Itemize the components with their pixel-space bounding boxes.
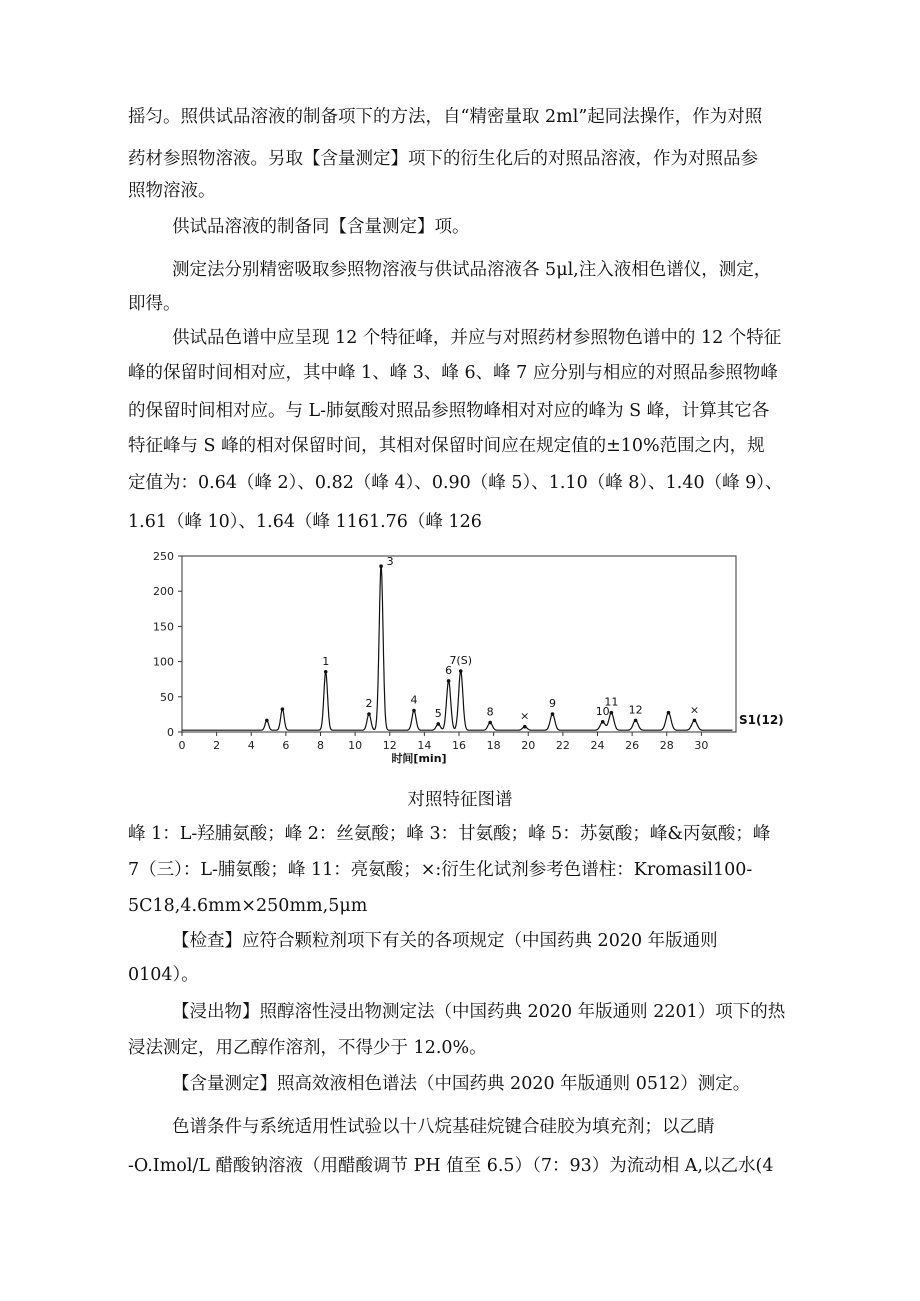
para4-line3: 的保留时间相对应。与 L-肺氨酸对照品参照物峰相对对应的峰为 S 峰，计算其它各: [128, 401, 770, 421]
para4-line1: 供试品色谱中应呈现 12 个特征峰，并应与对照药材参照物色谱中的 12 个特征: [172, 328, 782, 348]
check-line1: 【检查】应符合颗粒剂项下有关的各项规定（中国药典 2020 年版通则: [172, 931, 718, 951]
peak-marker-13: [610, 711, 614, 715]
peak-label-11: 9: [548, 697, 556, 711]
x-tick-label-9: 18: [486, 739, 501, 752]
x-tick-label-8: 16: [452, 739, 466, 752]
x-tick-label-5: 10: [348, 739, 363, 752]
para4-line5: 定值为：0.64（峰 2）、0.82（峰 4）、0.90（峰 5）、1.10（峰 8）、1.40（峰 9）、: [128, 473, 783, 493]
para1-line3: 照物溶液。: [128, 181, 216, 201]
peak-label-7: 6: [445, 663, 453, 677]
x-tick-label-14: 28: [659, 739, 674, 752]
x-tick-label-13: 26: [625, 739, 640, 752]
x-tick-label-0: 0: [178, 739, 186, 752]
peak-label-12: 10: [595, 704, 610, 718]
conditions-line1: 色谱条件与系统适用性试验以十八烷基硅烷键合硅胶为填充剂；以乙睛: [172, 1117, 715, 1137]
peak-label-2: 1: [322, 654, 330, 668]
check-line2: 0104）。: [128, 965, 199, 985]
peak-label-14: 12: [628, 703, 643, 717]
peak-marker-4: [379, 564, 383, 568]
y-tick-label-2: 100: [153, 655, 174, 669]
legend-line1: 峰 1：L-羟脯氨酸；峰 2：丝氨酸；峰 3：甘氨酸；峰 5：苏氨酸；峰&丙氨酸；峰: [128, 824, 771, 844]
chromatogram-svg: [140, 548, 784, 780]
peak-label-16: ×: [689, 703, 700, 717]
peak-marker-11: [551, 712, 555, 716]
peak-label-4: 3: [386, 555, 394, 569]
peak-marker-8: [459, 669, 463, 673]
peak-label-10: ×: [520, 709, 530, 723]
peak-label-13: 11: [604, 695, 619, 709]
legend-line2: 7（三）：L-脯氨酸；峰 11：亮氨酸；×:衍生化试剂参考色谱柱：Kromasil100-: [128, 860, 753, 880]
y-tick-label-0: 0: [167, 726, 174, 739]
peak-marker-9: [488, 721, 492, 725]
legend-line3: 5C18,4.6mm×250mm,5μm: [128, 896, 368, 916]
chromatogram-trace: [182, 566, 733, 730]
figure-caption: 对照特征图谱: [407, 790, 513, 810]
para1-line1: 摇匀。照供试品溶液的制备项下的方法，自“精密量取 2ml”起同法操作，作为对照: [128, 107, 763, 127]
peak-label-9: 8: [486, 705, 494, 719]
x-tick-label-1: 2: [213, 739, 221, 752]
peak-marker-5: [412, 709, 416, 713]
peak-marker-0: [265, 719, 269, 723]
peak-marker-6: [436, 722, 440, 726]
peak-marker-2: [324, 670, 328, 674]
x-tick-label-6: 12: [382, 739, 397, 752]
assay-line: 【含量测定】照高效液相色谱法（中国药典 2020 年版通则 0512）测定。: [172, 1074, 751, 1094]
x-tick-label-3: 6: [282, 739, 290, 752]
x-tick-label-4: 8: [317, 739, 324, 752]
x-tick-label-10: 20: [521, 739, 536, 752]
peak-marker-3: [367, 712, 371, 716]
para4-line2: 峰的保留时间相对应，其中峰 1、峰 3、峰 6、峰 7 应分别与相应的对照品参照物峰: [128, 363, 778, 383]
y-tick-label-1: 50: [160, 690, 174, 704]
peak-marker-15: [667, 711, 671, 715]
para4-line4: 特征峰与 S 峰的相对保留时间，其相对保留时间应在规定值的±10%范围之内，规: [128, 436, 765, 456]
peak-label-6: 5: [434, 706, 442, 720]
peak-marker-16: [693, 719, 697, 723]
plot-frame: [182, 556, 736, 732]
extract-line2: 浸法测定，用乙醇作溶剂，不得少于 12.0%。: [128, 1038, 487, 1058]
para1-line2: 药材参照物溶液。另取【含量测定】项下的衍生化后的对照品溶液，作为对照品参: [128, 149, 758, 169]
para3-line1: 测定法分别精密吸取参照物溶液与供试品溶液各 5μl,注入液相色谱仪，测定，: [172, 260, 772, 280]
para4-line6: 1.61（峰 10）、1.64（峰 1161.76（峰 126: [128, 512, 482, 532]
peak-marker-1: [281, 707, 285, 711]
chromatogram-chart: [140, 548, 784, 780]
y-tick-label-4: 200: [153, 585, 174, 599]
extract-line1: 【浸出物】照醇溶性浸出物测定法（中国药典 2020 年版通则 2201）项下的热: [172, 1002, 786, 1022]
para3-line2: 即得。: [128, 294, 181, 314]
x-tick-label-15: 30: [694, 739, 709, 752]
para2: 供试品溶液的制备同【含量测定】项。: [172, 217, 470, 237]
x-tick-label-7: 14: [417, 739, 432, 752]
peak-label-3: 2: [365, 697, 373, 711]
peak-label-8: 7(S): [449, 654, 473, 668]
x-tick-label-12: 24: [590, 739, 605, 752]
x-axis-label: 时间[min]: [391, 752, 447, 765]
x-tick-label-11: 22: [555, 739, 570, 752]
x-tick-label-2: 4: [247, 739, 255, 752]
peak-marker-12: [601, 720, 605, 724]
peak-label-5: 4: [410, 693, 418, 707]
peak-marker-14: [634, 719, 638, 723]
trace-label: S1(12): [739, 713, 784, 728]
peak-marker-10: [523, 725, 527, 729]
conditions-line2: -O.Imol/L 醋酸钠溶液（用醋酸调节 PH 值至 6.5）（7：93）为流动相 A,以乙水(4: [128, 1156, 774, 1176]
peak-marker-7: [447, 679, 451, 683]
y-tick-label-3: 150: [153, 620, 174, 634]
y-tick-label-5: 250: [153, 550, 174, 563]
